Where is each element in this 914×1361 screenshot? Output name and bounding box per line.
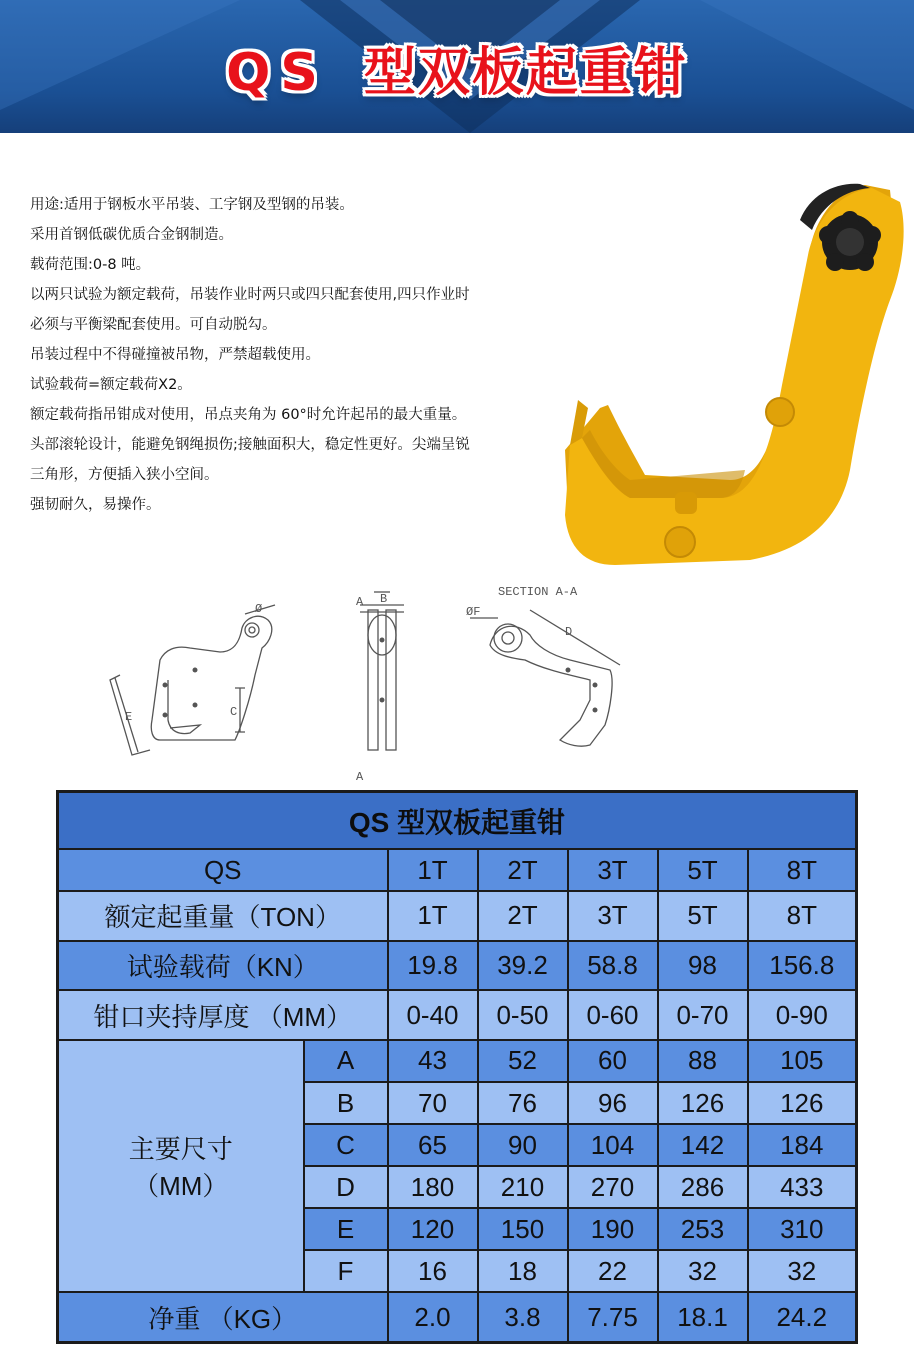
table-cell: 76: [478, 1082, 568, 1124]
table-cell: 0-60: [568, 990, 658, 1040]
description-line: 用途:适用于钢板水平吊装、工字钢及型钢的吊装。: [30, 197, 354, 213]
table-cell: 7.75: [568, 1292, 658, 1342]
table-cell: 88: [658, 1040, 748, 1082]
table-cell: 120: [388, 1208, 478, 1250]
table-cell: 52: [478, 1040, 568, 1082]
table-cell: 433: [748, 1166, 857, 1208]
table-cell: 98: [658, 941, 748, 991]
header-banner: [0, 0, 914, 133]
drawing-label-b: B: [380, 592, 388, 606]
drawing-label-d: D: [565, 625, 573, 639]
row-label-net-weight: 净重 （KG）: [58, 1292, 388, 1342]
drawing-label-phi: Ø: [255, 602, 263, 616]
table-header-cell: 8T: [748, 849, 857, 891]
table-cell: 3T: [568, 891, 658, 941]
dimension-label-line2: （MM）: [133, 1171, 229, 1202]
table-cell: 0-40: [388, 990, 478, 1040]
table-cell: 126: [658, 1082, 748, 1124]
table-cell: 2T: [478, 891, 568, 941]
banner-product-name: 型双板起重钳: [363, 43, 688, 103]
table-cell: 19.8: [388, 941, 478, 991]
table-cell: 180: [388, 1166, 478, 1208]
table-cell: 32: [658, 1250, 748, 1292]
table-cell: 0-50: [478, 990, 568, 1040]
table-cell: 5T: [658, 891, 748, 941]
technical-drawing: [90, 580, 650, 790]
table-cell: 43: [388, 1040, 478, 1082]
table-cell: 8T: [748, 891, 857, 941]
table-header-cell: 5T: [658, 849, 748, 891]
row-label-rated-load: 额定起重量（TON）: [58, 891, 388, 941]
table-cell: 286: [658, 1166, 748, 1208]
table-header-cell: 1T: [388, 849, 478, 891]
table-cell: 96: [568, 1082, 658, 1124]
description-line: 试验载荷=额定载荷X2。: [30, 377, 192, 393]
dimension-key: B: [304, 1082, 388, 1124]
table-cell: 156.8: [748, 941, 857, 991]
dimension-group-label: [58, 1040, 304, 1292]
table-title: QS 型双板起重钳: [58, 792, 857, 850]
table-cell: 253: [658, 1208, 748, 1250]
table-cell: 150: [478, 1208, 568, 1250]
description-line: 额定载荷指吊钳成对使用，吊点夹角为 60°时允许起吊的最大重量。: [30, 407, 467, 423]
banner-title: [0, 30, 914, 105]
table-cell: 18: [478, 1250, 568, 1292]
table-cell: 90: [478, 1124, 568, 1166]
drawing-label-a-bottom: A: [356, 770, 364, 784]
table-cell: 210: [478, 1166, 568, 1208]
table-cell: 60: [568, 1040, 658, 1082]
table-cell: 0-70: [658, 990, 748, 1040]
description-line: 强韧耐久，易操作。: [30, 497, 161, 513]
table-header-cell: 3T: [568, 849, 658, 891]
table-cell: 142: [658, 1124, 748, 1166]
table-cell: 22: [568, 1250, 658, 1292]
table-cell: 1T: [388, 891, 478, 941]
table-cell: 32: [748, 1250, 857, 1292]
table-header-cell: 2T: [478, 849, 568, 891]
dimension-label-line1: 主要尺寸: [128, 1134, 233, 1165]
row-label-test-load: 试验载荷（KN）: [58, 941, 388, 991]
table-cell: 190: [568, 1208, 658, 1250]
description-line: 必须与平衡梁配套使用。可自动脱勾。: [30, 317, 277, 333]
table-header-label: QS: [58, 849, 388, 891]
row-label-jaw-thickness: 钳口夹持厚度 （MM）: [58, 990, 388, 1040]
dimension-key: D: [304, 1166, 388, 1208]
description-line: 三角形，方便插入狭小空间。: [30, 467, 219, 483]
table-cell: 39.2: [478, 941, 568, 991]
table-cell: 0-90: [748, 990, 857, 1040]
spec-table: [56, 790, 858, 1344]
table-cell: 2.0: [388, 1292, 478, 1342]
dimension-key: C: [304, 1124, 388, 1166]
product-description: [30, 190, 560, 520]
table-cell: 24.2: [748, 1292, 857, 1342]
table-cell: 18.1: [658, 1292, 748, 1342]
section-label: SECTION A-A: [498, 585, 578, 599]
table-cell: 105: [748, 1040, 857, 1082]
dimension-key: E: [304, 1208, 388, 1250]
dimension-key: F: [304, 1250, 388, 1292]
table-cell: 3.8: [478, 1292, 568, 1342]
table-cell: 104: [568, 1124, 658, 1166]
dimension-key: A: [304, 1040, 388, 1082]
table-cell: 270: [568, 1166, 658, 1208]
drawing-label-phi-f: ØF: [466, 605, 481, 619]
drawing-label-e: E: [125, 710, 133, 724]
description-line: 采用首钢低碳优质合金钢制造。: [30, 227, 233, 243]
table-cell: 16: [388, 1250, 478, 1292]
table-cell: 126: [748, 1082, 857, 1124]
description-line: 以两只试验为额定载荷，吊装作业时两只或四只配套使用,四只作业时: [30, 287, 470, 303]
description-line: 吊装过程中不得碰撞被吊物，严禁超载使用。: [30, 347, 320, 363]
description-line: 载荷范围:0-8 吨。: [30, 257, 151, 273]
drawing-label-a-top: A: [356, 595, 364, 609]
table-cell: 310: [748, 1208, 857, 1250]
description-line: 头部滚轮设计，能避免钢绳损伤;接触面积大，稳定性更好。尖端呈锐: [30, 437, 470, 453]
table-cell: 58.8: [568, 941, 658, 991]
table-cell: 65: [388, 1124, 478, 1166]
table-cell: 184: [748, 1124, 857, 1166]
clamp-photo: [560, 180, 910, 575]
table-cell: 70: [388, 1082, 478, 1124]
banner-model: QS: [226, 43, 328, 103]
drawing-label-c: C: [230, 705, 238, 719]
